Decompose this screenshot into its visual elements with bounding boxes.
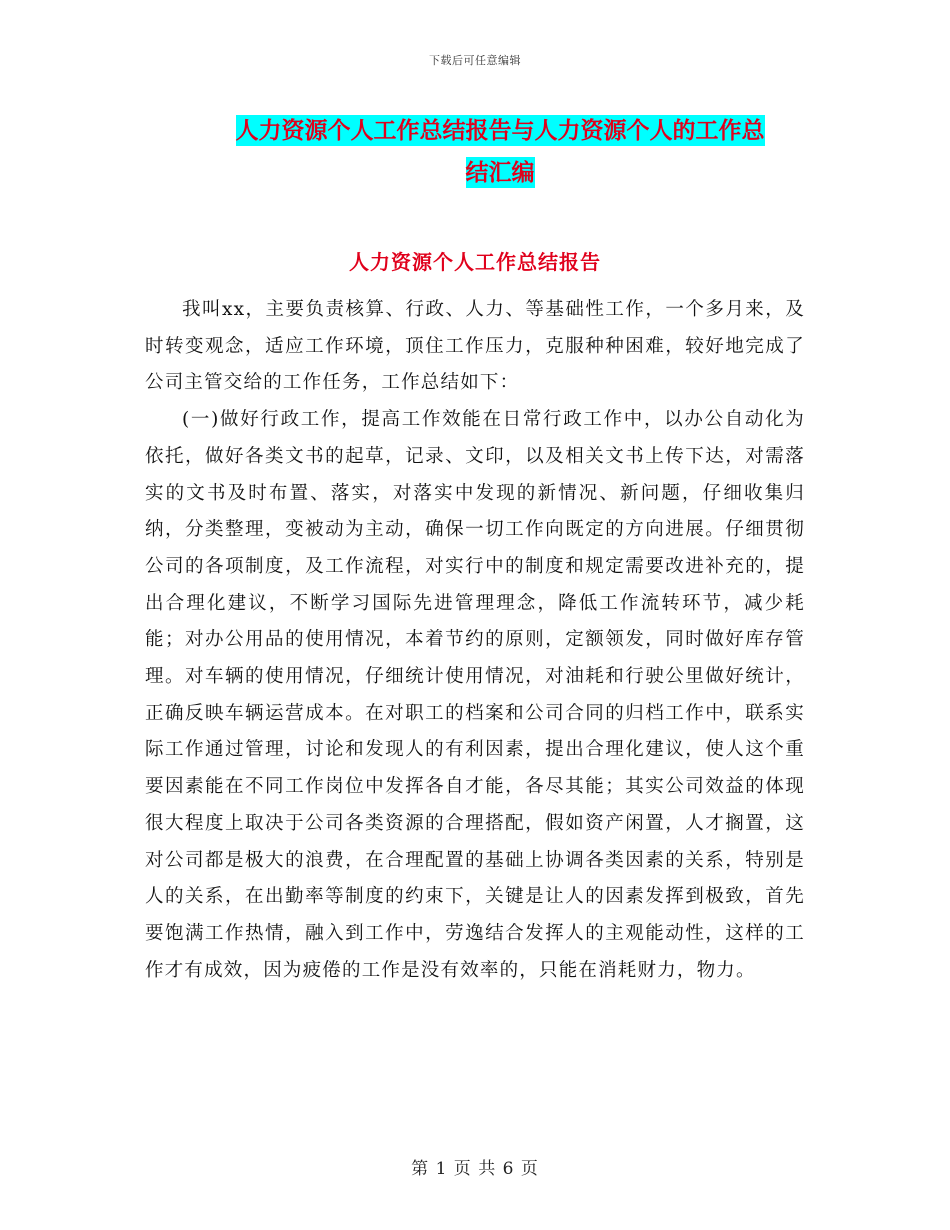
document-body <box>145 292 805 989</box>
page-number-footer: 第 1 页 共 6 页 <box>411 1159 539 1179</box>
document-title-line-1: 人力资源个人工作总结报告与人力资源个人的工作总 <box>235 117 765 144</box>
document-title <box>190 110 810 194</box>
page-header-note: 下载后可任意编辑 <box>429 54 521 67</box>
body-paragraph-admin-work: (一)做好行政工作，提高工作效能在日常行政工作中，以办公自动化为依托，做好各类文书的起草，记录、文印，以及相关文书上传下达，对需落实的文书及时布置、落实，对落实中发现的新情况、新问题，仔细收集归纳，分类整理，变被动为主动，确保一切工作向既定的方向进展。仔细贯彻公司的各项制度，及工作流程，对实行中的制度和规定需要改进补充的，提出合理化建议，不断学习国际先进管理理念，降低工作流转环节，减少耗能；对办公用品的使用情况，本着节约的原则，定额领发，同时做好库存管理。对车辆的使用情况，仔细统计使用情况，对油耗和行驶公里做好统计，正确反映车辆运营成本。在对职工的档案和公司合同的归档工作中，联系实际工作通过管理，讨论和发现人的有利因素，提出合理化建议，使人这个重要因素能在不同工作岗位中发挥各自才能，各尽其能；其实公司效益的体现很大程度上取决于公司各类资源的合理搭配，假如资产闲置，人才搁置，这对公司都是极大的浪费，在合理配置的基础上协调各类因素的关系，特别是人的关系，在出勤率等制度的约束下，关键是让人的因素发挥到极致，首先要饱满工作热情，融入到工作中，劳逸结合发挥人的主观能动性，这样的工作才有成效，因为疲倦的工作是没有效率的，只能在消耗财力，物力。 <box>145 409 805 981</box>
document-title-line-2: 结汇编 <box>465 159 535 186</box>
section-title: 人力资源个人工作总结报告 <box>349 250 601 274</box>
body-paragraph-intro: 我叫xx，主要负责核算、行政、人力、等基础性工作，一个多月来，及时转变观念，适应工作环境，顶住工作压力，克服种种困难，较好地完成了公司主管交给的工作任务，工作总结如下： <box>145 299 805 394</box>
